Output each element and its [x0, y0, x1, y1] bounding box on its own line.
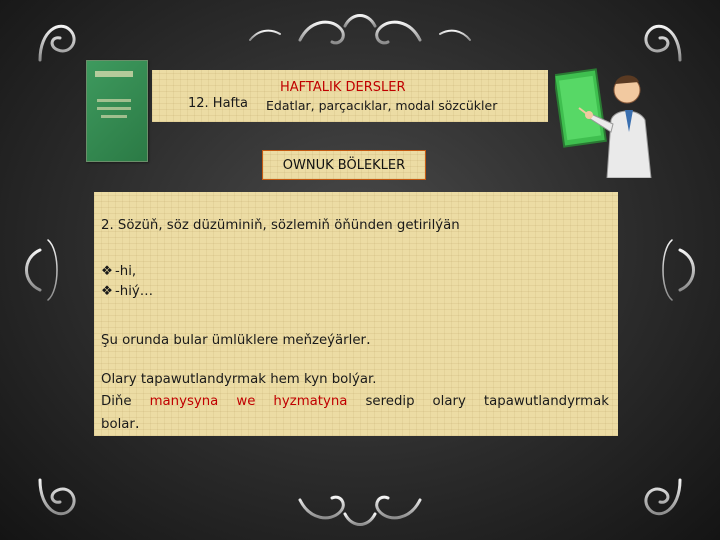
sentence-highlight: manysyna we hyzmatyna — [149, 394, 348, 409]
section-label: OWNUK BÖLEKLER — [262, 150, 426, 180]
sentence-text: Şu orunda bular — [101, 333, 212, 348]
week-label: 12. Hafta — [188, 96, 248, 111]
content-sentence-1 — [101, 330, 371, 348]
sentence-emphasis: tapawutlandyrmak — [140, 372, 266, 387]
bullet-text: -hiý… — [115, 284, 154, 299]
sentence-text: Diňe — [101, 394, 150, 409]
sentence-text: hem kyn bolýar. — [265, 372, 377, 387]
sentence-end: . — [366, 330, 371, 348]
bullet-item-2 — [101, 284, 153, 299]
sentence-text: bolar — [101, 417, 135, 432]
content-sentence-3-end — [101, 414, 140, 432]
bullet-item-1 — [101, 264, 136, 279]
content-sentence-2 — [101, 372, 377, 387]
bullet-diamond-icon: ❖ — [101, 264, 113, 279]
sentence-end: . — [134, 414, 140, 432]
lesson-subtitle: Edatlar, parçacıklar, modal sözcükler — [266, 98, 498, 113]
bullet-text: -hi, — [115, 264, 137, 279]
sentence-text: Olary — [101, 372, 141, 387]
content-sentence-3 — [101, 392, 609, 412]
sentence-text: seredip olary — [347, 394, 484, 409]
page-title: HAFTALIK DERSLER — [280, 80, 406, 95]
sentence-emphasis: tapawutlandyrmak — [483, 394, 609, 409]
textbook-image — [86, 60, 148, 162]
sentence-emphasis: ümlüklere meňzeýärler — [211, 333, 366, 348]
bullet-diamond-icon: ❖ — [101, 284, 113, 299]
content-line-1: 2. Sözüň, söz düzüminiň, sözlemiň öňünden getirilýän — [101, 218, 460, 233]
teacher-pointing-board-image — [555, 62, 659, 178]
